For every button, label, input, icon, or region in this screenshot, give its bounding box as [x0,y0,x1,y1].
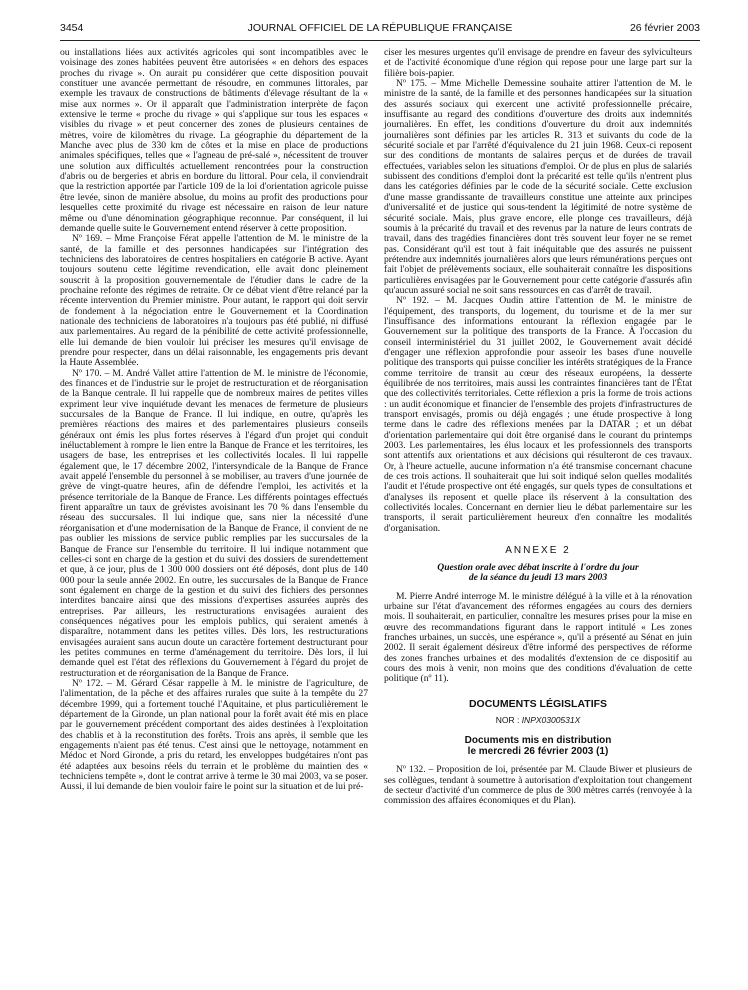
nor-code: INPX0300531X [521,714,581,725]
question-192: Nº 192. – M. Jacques Oudin attire l'attention de M. le ministre de l'équipement, des transports, du logement, du tourisme et de la mer sur l'insuffisance des informations entourant la réflexion engagée par le Gouvernement sur la politique des transports de la France. À l'occasion du conseil interministériel du 31 juillet 2002, le Gouvernement avait décidé d'engager une réflexion approfondie pour asseoir les bases d'une nouvelle politique des transports qui puisse concilier les intérêts stratégiques de la France comme territoire de transit au cœur des réseaux européens, la desserte équilibrée de nos territoires, mais aussi les contraintes financières tant de l'État que des collectivités territoriales. Cette réflexion a pris la forme de trois actions : un audit économique et financier de l'ensemble des projets d'infrastructures de transport envisagés, promis ou déjà engagés ; une étude prospective à long terme dans le cadre des réflexions menées par la DATAR ; et un débat d'orientation parlementaire qui doit être organisé dans le courant du printemps 2003. Les parlementaires, les élus locaux et les professionnels des transports sont attentifs aux orientations et aux décisions qui résulteront de ces travaux. Or, à l'heure actuelle, aucune information n'a été transmise concernant chacune de ces trois actions. Il souhaiterait que lui soit indiqué selon quelles modalités l'audit et l'étude prospective ont été engagés, sur quels types de consultations et d'analyses ils reposent et quelle place ils réservent à la consultation des collectivités locales. Concernant en dernier lieu le débat parlementaire sur les transports, il serait particulièrement heureux d'en connaître les modalités d'organisation. [384,295,692,534]
paragraph-continued-right: ciser les mesures urgentes qu'il envisage de prendre en faveur des sylviculteurs et de l'activité économique d'une région qui repose pour une large part sur la filière bois-papier. [384,47,692,79]
right-column [384,48,692,807]
annex-subtitle [384,563,692,584]
question-175: Nº 175. – Mme Michelle Demessine souhaite attirer l'attention de M. le ministre de la santé, de la famille et des personnes handicapées sur la situation des assurés sociaux qui exercent une activité professionnelle précaire, insuffisante au regard des conditions d'ouverture des droits aux indemnités journalières. En effet, les conditions d'ouverture du droit aux indemnités journalières sont définies par les articles R. 313 et suivants du code de la sécurité sociale et par l'arrêté d'équivalence du 21 juin 1968. Ceux-ci reposent sur des conditions de montants de salaires perçus et de durées de travail effectuées, variables selon les situations d'emploi. Or de plus en plus de salariés subissent des conditions d'emploi dont la précarité est telle qu'ils n'entrent plus dans les catégories définies par le code de la sécurité sociale. Cette exclusion d'une masse grandissante de travailleurs constitue une atteinte aux principes d'universalité et de justice qui sous-tendent la légitimité de notre système de sécurité sociale. Mais, plus grave encore, elle plonge ces travailleurs, déjà soumis à la précarité du travail et des revenus par la nature de leurs contrats de travail, dans des tragédies financières dont très souvent leur foyer ne se remet pas. Considérant qu'il est tout à fait inéquitable que des assurés ne puissent prétendre aux indemnités journalières alors que leurs rémunérations perçues ont fait l'objet de prélèvements sociaux, elle souhaiterait connaître les dispositions particulières envisagées par le Gouvernement pour cette catégorie d'assurés afin qu'aucun assuré social ne soit sans ressources en cas d'arrêt de travail. [384,78,692,296]
nor-label: NOR : [495,714,522,725]
paragraph-continued: ou installations liées aux activités agricoles qui sont incompatibles avec le voisinage des zones habitées peuvent être autorisées « en dehors des espaces proches du rivage ». On aurait pu considérer que cette disposition pouvait constituer une avancée permettant de résoudre, en communes littorales, par exemple les travaux de constructions de bâtiments d'élevage résultant de la « mise aux normes ». Or il apparaît que l'administration interprète de façon extensive le terme « proche du rivage » qui s'applique sur tous les espaces « visibles du rivage » et peut concerner des zones de plusieurs centaines de mètres, voire de kilomètres du rivage. La géographie du département de la Manche avec plus de 330 km de côtes et la mise en place de productions animales spécifiques, telles que « l'agneau de pré-salé », nécessitent de trouver une solution aux difficultés actuellement rencontrées pour la construction d'abris ou de bergeries et abris en bordure du littoral. Pour cela, il conviendrait que la restriction apportée par l'article 109 de la loi d'orientation agricole puisse être levée, sinon de manière absolue, du moins au profit des productions pour lesquelles cette proximité du rivage est nécessaire en raison de leur nature même ou d'une dénomination géographique reconnue. Par conséquent, il lui demande quelle suite le Gouvernement entend réserver à cette proposition. [60,47,368,234]
journal-title: JOURNAL OFFICIEL DE LA RÉPUBLIQUE FRANÇAISE [247,22,513,34]
distribution-heading [384,735,692,757]
question-170: Nº 170. – M. André Vallet attire l'attention de M. le ministre de l'économie, des finances et de l'industrie sur le projet de restructuration et de réorganisation de la Banque centrale. Il lui rappelle que de nombreux maires de petites villes expriment leur vive inquiétude devant les menaces de fermeture de plusieurs succursales de la Banque de France. Il lui indique, en outre, qu'après les premières réactions des maires et des parlementaires plusieurs conseils généraux ont émis les plus fortes réserves à l'égard d'un projet qui conduit inéluctablement à rompre le lien entre la Banque de France et les territoires, les usagers de base, les entreprises et les collectivités locales. Il lui rappelle également que, le 17 décembre 2002, l'intersyndicale de la Banque de France avait appelé l'ensemble du personnel à se mobiliser, au travers d'une journée de grève de vingt-quatre heures, afin de défendre l'emploi, les activités et la présence territoriale de la Banque de France. Les différents pointages effectués firent apparaître un taux de grévistes avoisinant les 70 % dans l'ensemble du réseau des succursales. Il lui indique que, sans nier la nécessité d'une réorganisation et d'une modernisation de la Banque de France, il convient de ne pas oublier les missions de service public remplies par les succursales de la Banque de France sur l'ensemble du territoire. Il lui indique notamment que celles-ci sont en charge de la gestion et du suivi des dossiers de surendettement et que, à ce jour, plus de 1 300 000 dossiers ont été déposés, dont plus de 140 000 pour la seule année 2002. En outre, les succursales de la Banque de France sont également en charge de la gestion et du suivi des fichiers des personnes interdites bancaire ainsi que des missions d'expertises assurées auprès des entreprises. Par ailleurs, les restructurations envisagées auraient des conséquences négatives pour les emplois publics, qui seraient amenés à disparaître, notamment dans les petites villes. Dès lors, les restructurations envisagées auraient sans aucun doute un caractère fortement destructurant pour les petites communes en terme d'aménagement du territoire. Dès lors, il lui demande quel est l'état des réflexions du Gouvernement à l'égard du projet de restructuration et de réorganisation de la Banque de France. [60,367,368,679]
question-172: Nº 172. – M. Gérard César rappelle à M. le ministre de l'agriculture, de l'alimentation, de la pêche et des affaires rurales que suite à la tempête du 27 décembre 1999, qui a fortement touché l'Aquitaine, et plus particulièrement le département de la Gironde, un plan national pour la forêt avait été mis en place par le gouvernement précédent comportant des aides destinées à l'exploitation des chablis et à la reconstitution des forêts. Trois ans après, il semble que les engagements n'aient pas été tenus. C'est ainsi que le nettoyage, notamment en Médoc et Nord Gironde, a pris du retard, les enveloppes budgétaires n'ont pas été adaptées aux besoins réels du terrain et le problème du maintien des « techniciens tempête », dont le contrat arrive à terme le 30 mai 2003, va se poser. Aussi, il lui demande de bien vouloir faire le point sur la situation et de lui pré- [60,677,368,793]
distribution-line1: Documents mis en distribution [464,735,612,747]
proposition-132: Nº 132. – Proposition de loi, présentée par M. Claude Biwer et plusieurs de ses collègues, tendant à soumettre à autorisation d'exploitation tout changement de secteur d'activité d'un commerce de plus de 300 mètres carrés (renvoyée à la commission des affaires économiques et du Plan). [384,764,692,807]
annex-title: ANNEXE 2 [505,545,571,557]
header-rule [60,40,700,41]
distribution-line2: le mercredi 26 février 2003 (1) [467,746,609,758]
nor-reference [384,715,692,725]
issue-date: 26 février 2003 [629,22,700,34]
section-title: DOCUMENTS LÉGISLATIFS [468,697,608,710]
annex-subtitle-line2: de la séance du jeudi 13 mars 2003 [468,572,608,583]
page-header [60,22,700,38]
page-number: 3454 [60,22,84,34]
annex-question: M. Pierre André interroge M. le ministre délégué à la ville et à la rénovation urbaine sur l'état d'avancement des réformes engagées au cours des derniers mois. Il souhaiterait, en particulier, connaître les mesures prises pour la mise en œuvre des recommandations figurant dans le rapport intitulé « Les zones franches urbaines, un succès, une espérance », qu'il a présenté au Sénat en juin 2002. Il serait également désireux d'être informé des perspectives de réforme des zones franches urbaines et des modalités d'extension de ce dispositif au cours des mois à venir, non moins que des conditions d'évaluation de cette politique (nº 11). [384,590,692,685]
question-169: Nº 169. – Mme Françoise Férat appelle l'attention de M. le ministre de la santé, de la famille et des personnes handicapées sur l'intégration des techniciens des laboratoires de centres hospitaliers en catégorie B active. Ayant toujours soutenu cette légitime revendication, elle avait donc pleinement souscrit à la proposition gouvernementale de l'étudier dans le cadre de la prochaine refonte des régimes de retraite. Or ce débat vient d'être relancé par la récente intervention du Premier ministre. Pour autant, le rapport qui doit servir de fondement à la négociation entre le Gouvernement et la Coordination nationale des techniciens de laboratoires n'a toujours pas été publié, ni diffusé aux parlementaires. Au regard de la pénibilité de cette activité professionnelle, elle lui demande de bien vouloir lui préciser les mesures qu'il envisage de prendre pour respecter, dans un délai raisonnable, les engagements pris devant la Haute Assemblée. [60,233,368,369]
annex-subtitle-line1: Question orale avec débat inscrite à l'ordre du jour [437,561,639,573]
left-column [60,48,368,793]
